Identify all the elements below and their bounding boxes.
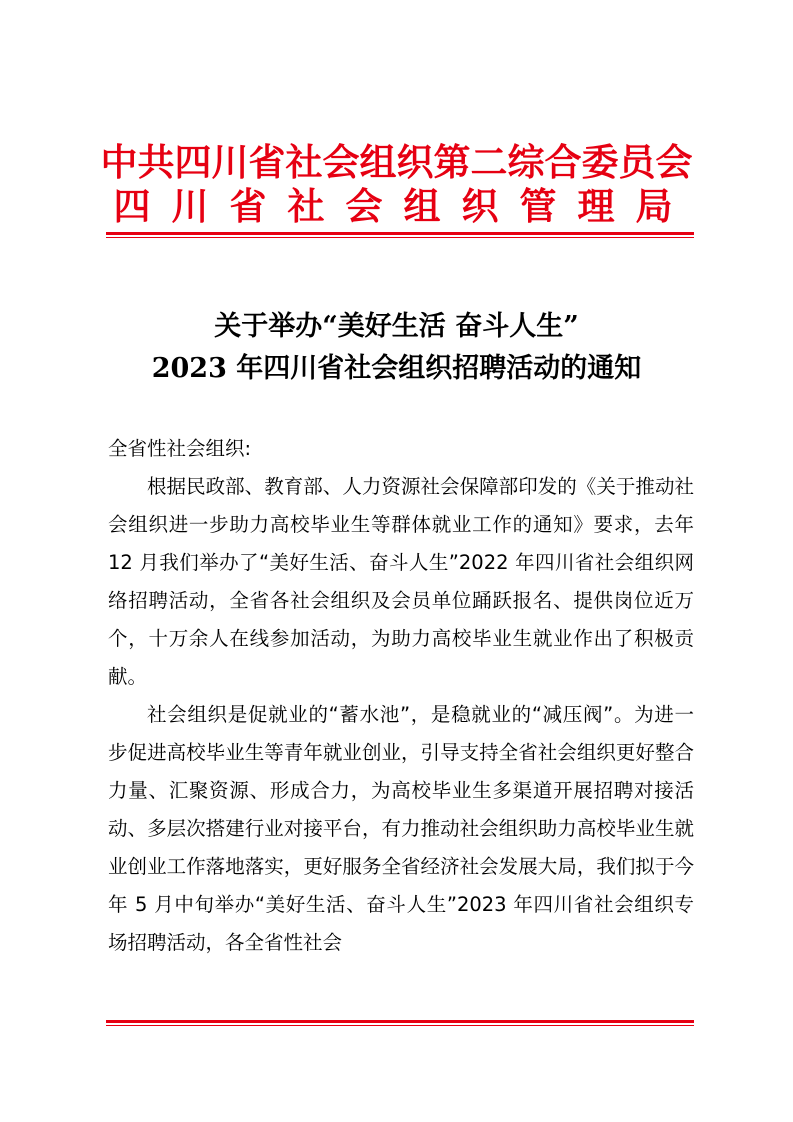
salutation: 全省性社会组织: xyxy=(108,437,252,460)
letterhead-committee-name: 中共四川省社会组织第二综合委员会 xyxy=(100,140,693,184)
document-title xyxy=(0,306,793,390)
paragraph: 根据民政部、教育部、人力资源社会保障部印发的《关于推动社会组织进一步助力高校毕业生等群体就业工作的通知》要求，去年 12 月我们举办了“美好生活、奋斗人生”2022 年四川省社会组织网络招聘活动，全省各社会组织及会员单位踊跃报名、提供岗位近万个，十万余人在线参加活动，为助力高校毕业生就业作出了积极贡献。 xyxy=(108,475,694,688)
paragraph: 社会组织是促就业的“蓄水池”，是稳就业的“减压阀”。为进一步促进高校毕业生等青年就业创业，引导支持全省社会组织更好整合力量、汇聚资源、形成合力，为高校毕业生多渠道开展招聘对接活动、多层次搭建行业对接平台，有力推动社会组织助力高校毕业生就业创业工作落地落实，更好服务全省经济社会发展大局，我们拟于今年 5 月中旬举办“美好生活、奋斗人生”2023 年四川省社会组织专场招聘活动，各全省性社会 xyxy=(108,703,694,954)
document-title-line1: 关于举办“美好生活 奋斗人生” xyxy=(214,311,579,342)
letterhead xyxy=(0,140,793,228)
letterhead-red-divider xyxy=(106,232,694,238)
footer-red-divider xyxy=(106,1020,694,1026)
document-title-line2: 2023 年四川省社会组织招聘活动的通知 xyxy=(151,353,642,384)
letterhead-bureau-name: 四川省社会组织管理局 xyxy=(113,184,694,228)
document-body xyxy=(108,430,694,962)
